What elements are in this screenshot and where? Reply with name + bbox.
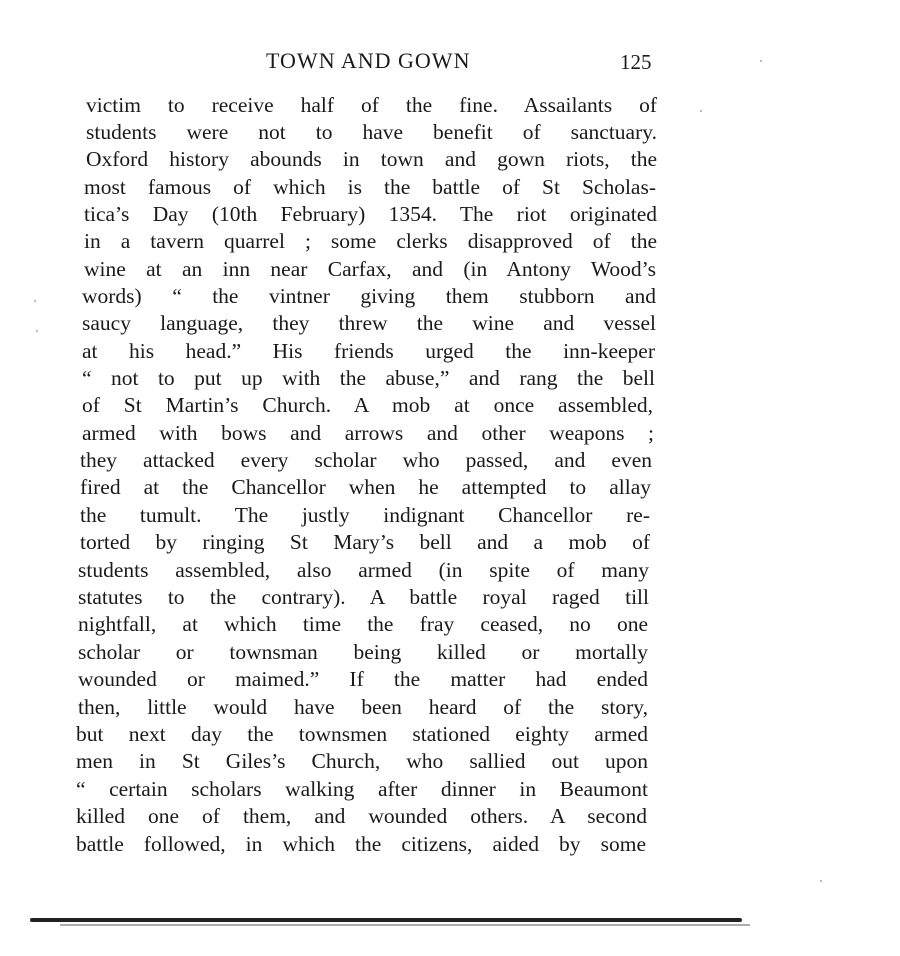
text-line: words) “ the vintner giving them stubborn and [82, 284, 656, 308]
scan-speckle [760, 60, 762, 62]
text-line: of St Martin’s Church. A mob at once assembled, [82, 393, 653, 417]
text-line: they attacked every scholar who passed, and even [80, 448, 652, 472]
page-bottom-rule [30, 918, 742, 922]
running-head [262, 48, 662, 78]
text-line: but next day the townsmen stationed eighty armed [76, 722, 648, 746]
text-line: killed one of them, and wounded others. A second [76, 804, 647, 828]
text-line: tica’s Day (10th February) 1354. The riot originated [84, 202, 657, 226]
text-line: fired at the Chancellor when he attempted to allay [80, 475, 651, 499]
running-head-title: TOWN AND GOWN [266, 48, 471, 73]
text-line: torted by ringing St Mary’s bell and a mob of [80, 530, 650, 554]
text-line: wounded or maimed.” If the matter had ended [78, 667, 648, 691]
text-line: students were not to have benefit of sanctuary. [86, 120, 657, 144]
text-line: battle followed, in which the citizens, aided by some [76, 832, 646, 856]
text-line: statutes to the contrary). A battle royal raged till [78, 585, 649, 609]
text-line: then, little would have been heard of the story, [78, 695, 648, 719]
page-bottom-rule-shadow [60, 924, 750, 926]
text-line: “ not to put up with the abuse,” and rang the bell [82, 366, 655, 390]
text-line: men in St Giles’s Church, who sallied out upon [76, 749, 648, 773]
page-number: 125 [620, 50, 652, 74]
text-line: wine at an inn near Carfax, and (in Antony Wood’s [84, 257, 656, 281]
text-line: in a tavern quarrel ; some clerks disapproved of the [84, 229, 657, 253]
text-line: students assembled, also armed (in spite of many [78, 558, 649, 582]
text-line: armed with bows and arrows and other weapons ; [82, 421, 654, 445]
text-line: Oxford history abounds in town and gown riots, the [86, 147, 657, 171]
text-line: nightfall, at which time the fray ceased, no one [78, 612, 648, 636]
text-line: victim to receive half of the fine. Assailants of [86, 93, 657, 117]
text-line: “ certain scholars walking after dinner in Beaumont [76, 777, 648, 801]
scan-speckle [34, 300, 36, 302]
scan-speckle [36, 330, 38, 332]
text-line: the tumult. The justly indignant Chancellor re- [80, 503, 650, 527]
text-line: saucy language, they threw the wine and vessel [82, 311, 656, 335]
text-line: at his head.” His friends urged the inn-keeper [82, 339, 655, 363]
text-line: most famous of which is the battle of St Scholas- [84, 175, 656, 199]
scan-speckle [700, 110, 702, 112]
text-line: scholar or townsman being killed or mortally [78, 640, 648, 664]
scan-speckle [820, 880, 822, 882]
